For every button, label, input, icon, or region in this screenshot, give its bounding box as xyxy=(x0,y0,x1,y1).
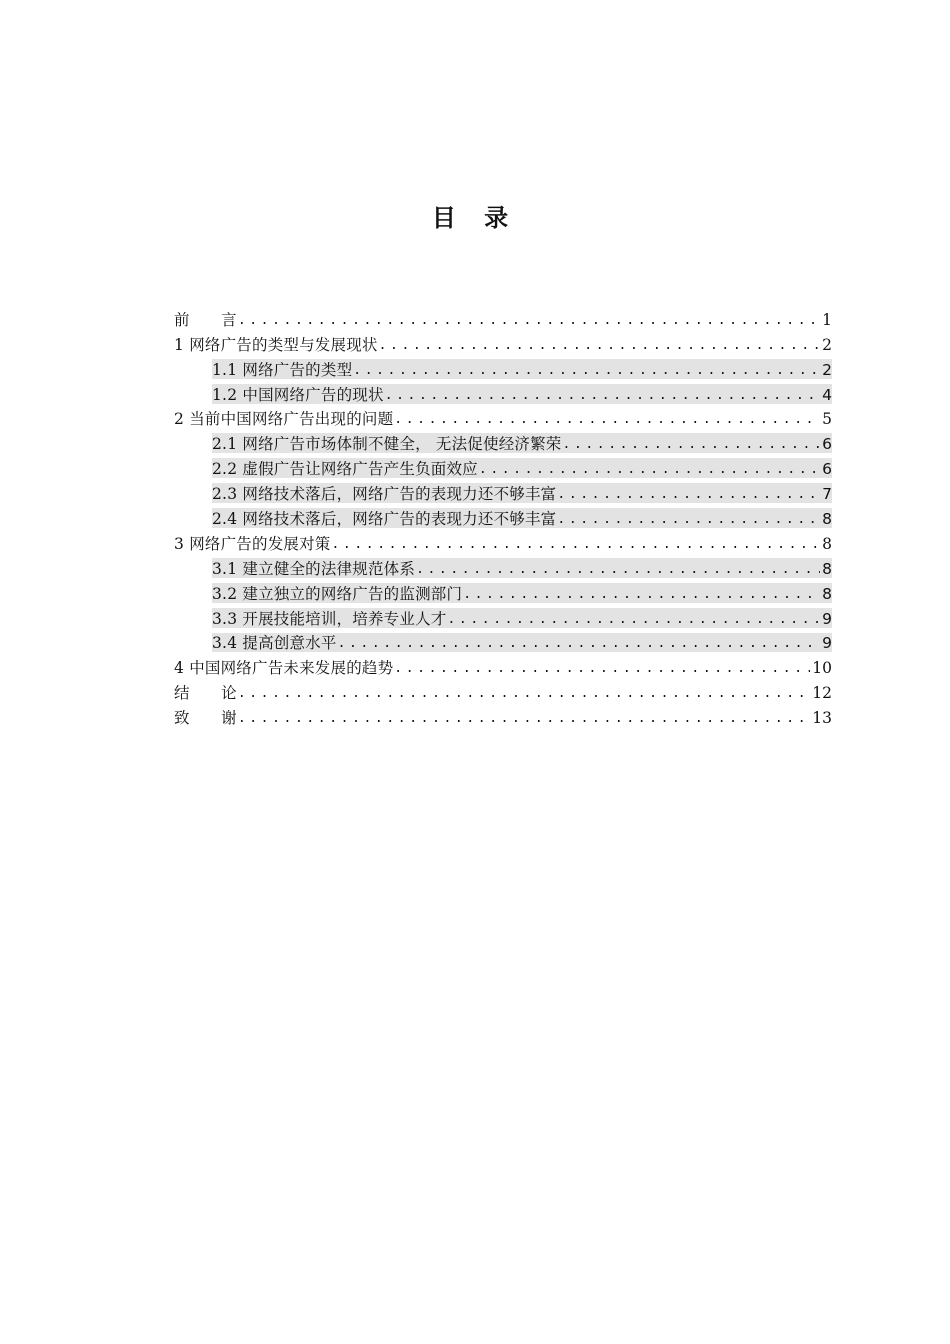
toc-dot-leader xyxy=(463,584,820,605)
toc-subentry[interactable] xyxy=(212,480,832,505)
toc-dot-leader xyxy=(394,409,820,430)
toc-page-number: 1 xyxy=(822,310,832,329)
toc-entry-label: 3.4 提高创意水平 xyxy=(212,634,337,653)
toc-page-number: 2 xyxy=(822,335,832,354)
toc-subentry[interactable] xyxy=(212,505,832,530)
toc-entry[interactable] xyxy=(174,331,832,356)
toc-dot-leader xyxy=(557,484,820,505)
toc-entry-label: 2.3 网络技术落后，网络广告的表现力还不够丰富 xyxy=(212,485,557,504)
toc-entry-label: 2.1 网络广告市场体制不健全， 无法促使经济繁荣 xyxy=(212,435,562,454)
toc-subentry[interactable] xyxy=(212,381,832,406)
toc-page-number: 8 xyxy=(822,534,832,553)
toc-page-number: 7 xyxy=(822,485,832,504)
toc-dot-leader xyxy=(338,633,821,654)
toc-entry[interactable] xyxy=(174,704,832,729)
toc-dot-leader xyxy=(394,658,810,679)
toc-dot-leader xyxy=(563,434,821,455)
toc-entry-label: 3.1 建立健全的法律规范体系 xyxy=(212,559,416,578)
toc-subentry[interactable] xyxy=(212,430,832,455)
toc-dot-leader xyxy=(353,360,820,381)
toc-dot-leader xyxy=(238,708,810,729)
toc-page-number: 6 xyxy=(822,460,832,479)
toc-page-number: 6 xyxy=(822,435,832,454)
toc-page-number: 9 xyxy=(822,609,832,628)
toc-dot-leader xyxy=(238,310,820,331)
toc-entry[interactable] xyxy=(174,654,832,679)
toc-page-number: 8 xyxy=(822,584,832,603)
toc-page-number: 12 xyxy=(812,684,832,703)
toc-entry-label: 3.3 开展技能培训，培养专业人才 xyxy=(212,609,447,628)
toc-entry-label: 2.2 虚假广告让网络广告产生负面效应 xyxy=(212,460,478,479)
toc-entry-label: 1.1 网络广告的类型 xyxy=(212,360,353,379)
toc-page-number: 8 xyxy=(822,559,832,578)
toc-entry-label: 前 言 xyxy=(174,310,237,329)
toc-entry-label: 致 谢 xyxy=(174,709,237,728)
toc-dot-leader xyxy=(479,459,820,480)
toc-page-number: 9 xyxy=(822,634,832,653)
toc-page-number: 2 xyxy=(822,360,832,379)
toc-page-number: 4 xyxy=(822,385,832,404)
toc-dot-leader xyxy=(332,534,821,555)
toc-subentry[interactable] xyxy=(212,356,832,381)
toc-page-number: 10 xyxy=(812,659,832,678)
toc-entry[interactable] xyxy=(174,406,832,431)
toc-title: 目 录 xyxy=(431,204,519,232)
toc-subentry[interactable] xyxy=(212,605,832,630)
toc-subentry[interactable] xyxy=(212,455,832,480)
toc-entry[interactable] xyxy=(174,306,832,331)
toc-entry[interactable] xyxy=(174,530,832,555)
toc-dot-leader xyxy=(447,609,820,630)
table-of-contents xyxy=(174,306,832,729)
toc-dot-leader xyxy=(416,559,820,580)
toc-page-number: 8 xyxy=(822,510,832,529)
toc-entry-label: 1 网络广告的类型与发展现状 xyxy=(174,335,378,354)
toc-subentry[interactable] xyxy=(212,555,832,580)
toc-dot-leader xyxy=(238,683,810,704)
toc-entry-label: 2 当前中国网络广告出现的问题 xyxy=(174,410,394,429)
toc-entry-label: 结 论 xyxy=(174,684,237,703)
toc-subentry[interactable] xyxy=(212,630,832,655)
toc-dot-leader xyxy=(557,509,820,530)
toc-entry-label: 2.4 网络技术落后，网络广告的表现力还不够丰富 xyxy=(212,510,557,529)
toc-dot-leader xyxy=(379,335,821,356)
toc-entry-label: 3.2 建立独立的网络广告的监测部门 xyxy=(212,584,463,603)
toc-entry[interactable] xyxy=(174,679,832,704)
toc-page-number: 5 xyxy=(822,410,832,429)
toc-entry-label: 1.2 中国网络广告的现状 xyxy=(212,385,384,404)
toc-page-number: 13 xyxy=(812,709,832,728)
toc-entry-label: 3 网络广告的发展对策 xyxy=(174,534,331,553)
toc-entry-label: 4 中国网络广告未来发展的趋势 xyxy=(174,659,394,678)
toc-subentry[interactable] xyxy=(212,580,832,605)
toc-dot-leader xyxy=(385,385,820,406)
